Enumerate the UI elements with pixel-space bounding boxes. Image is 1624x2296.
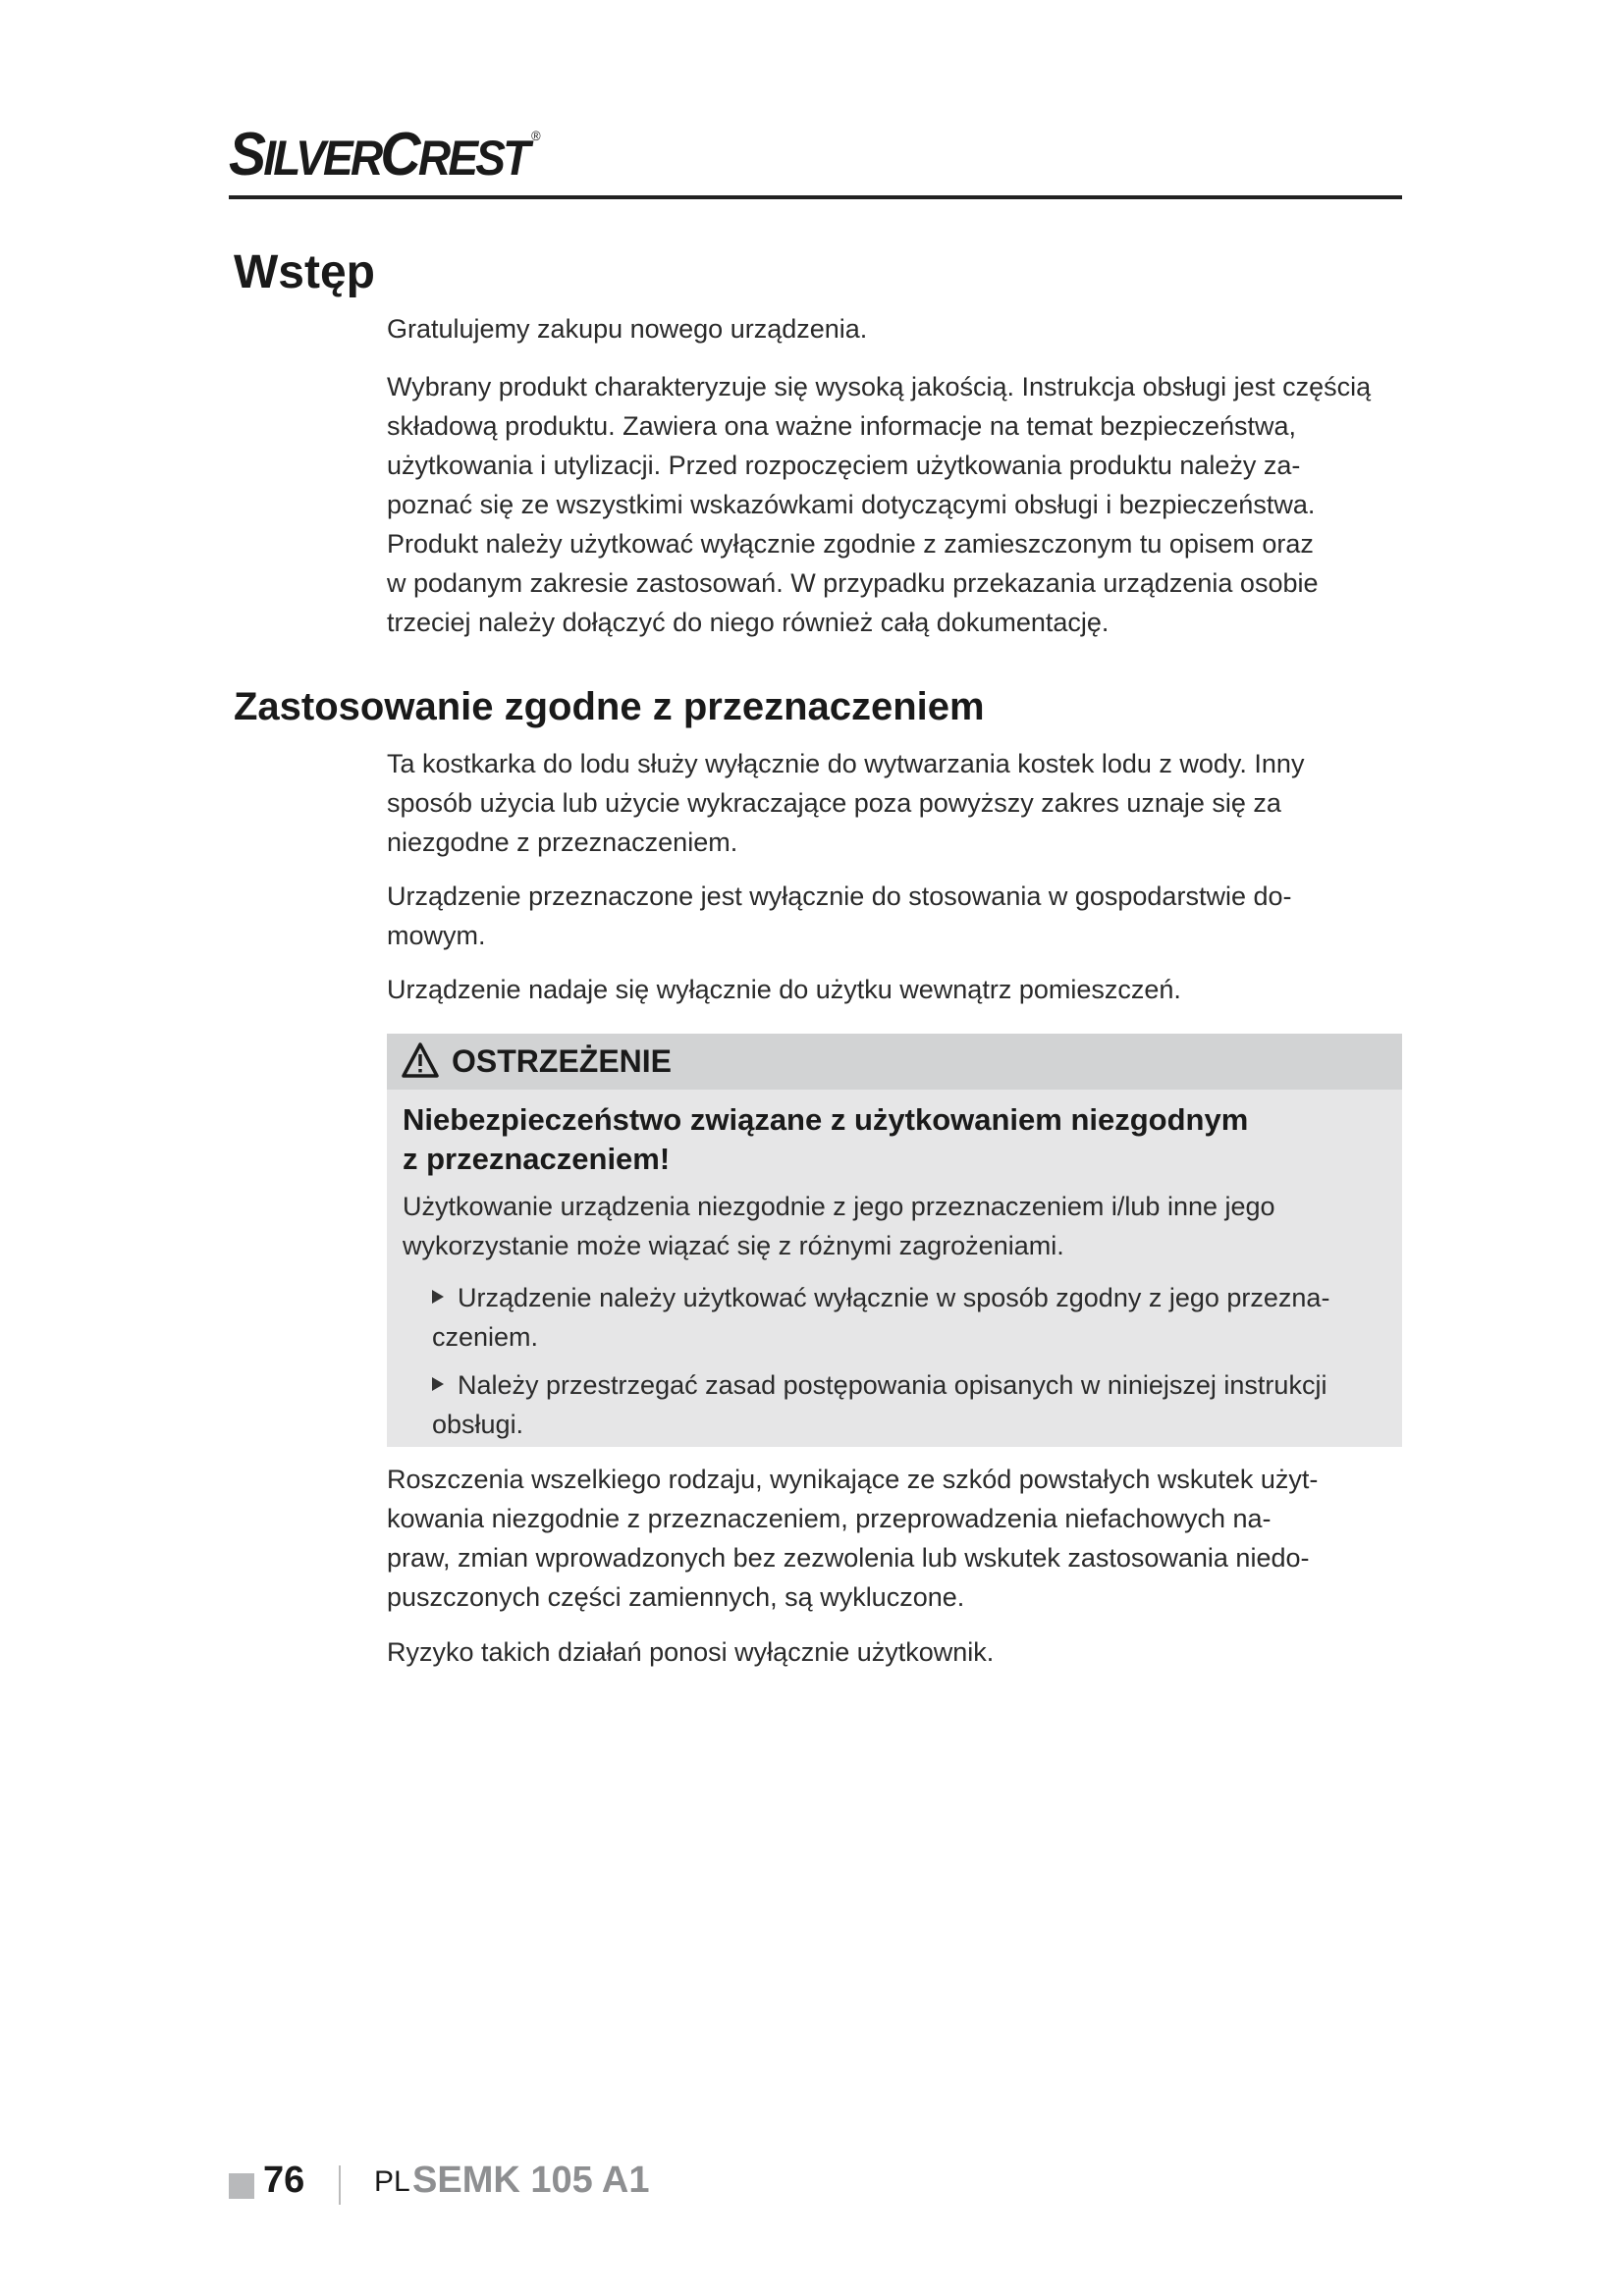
intended-use-paragraph-5 [387,1632,994,1672]
footer-square-marker [229,2173,254,2199]
text-line: wykorzystanie może wiązać się z różnymi zagrożeniami. [403,1231,1064,1260]
registered-mark: ® [531,128,541,143]
footer-language: PL [374,2165,410,2198]
bullet-text [432,1278,1329,1357]
intended-use-paragraph-4 [387,1460,1318,1617]
text-line: Urządzenie nadaje się wyłącznie do użytku wewnątrz pomieszczeń. [387,975,1181,1004]
intended-use-paragraph-2 [387,877,1291,955]
logo-part-silver: SILVER [229,121,381,188]
warning-triangle-icon [401,1041,440,1079]
text-line: Należy przestrzegać zasad postępowania opisanych w niniejszej instrukcji [458,1370,1327,1400]
text-line: użytkowania i utylizacji. Przed rozpoczęciem użytkowania produktu należy za- [387,451,1301,480]
text-line: trzeciej należy dołączyć do niego również całą dokumentację. [387,608,1110,637]
text-line: praw, zmian wprowadzonych bez zezwolenia lub wskutek zastosowania niedo- [387,1543,1310,1573]
text-line: Użytkowanie urządzenia niezgodnie z jego przeznaczeniem i/lub inne jego [403,1192,1275,1221]
section-title-intro: Wstęp [234,246,375,298]
warning-box [387,1034,1402,1447]
warning-label: OSTRZEŻENIE [452,1043,673,1079]
warning-bullet [432,1365,1326,1444]
text-line: w podanym zakresie zastosowań. W przypadku przekazania urządzenia osobie [387,568,1319,598]
text-line: kowania niezgodnie z przeznaczeniem, przeprowadzenia niefachowych na- [387,1504,1272,1533]
text-line: sposób użycia lub użycie wykraczające poza powyższy zakres uznaje się za [387,788,1281,818]
text-line: Urządzenie przeznaczone jest wyłącznie do stosowania w gospodarstwie do- [387,881,1292,911]
warning-body [403,1187,1275,1265]
text-line: Ryzyko takich działań ponosi wyłącznie użytkownik. [387,1637,995,1667]
logo-part-crest: CREST [380,121,528,188]
warning-bullet [432,1278,1329,1357]
text-line: Wybrany produkt charakteryzuje się wysoką jakością. Instrukcja obsługi jest częścią [387,372,1372,401]
footer-model: SEMK 105 A1 [412,2160,650,2201]
header-rule [229,195,1402,199]
text-line: mowym. [387,921,486,950]
text-line: obsługi. [432,1410,524,1439]
section-title-intended-use: Zastosowanie zgodne z przeznaczeniem [234,685,985,728]
intended-use-paragraph-1 [387,744,1304,862]
silvercrest-logo [229,120,541,189]
bullet-text [432,1365,1326,1444]
bullet-arrow-icon [432,1290,444,1304]
intended-use-paragraph-3 [387,970,1181,1009]
intro-paragraph-1 [387,309,867,348]
text-line: czeniem. [432,1322,539,1352]
text-line: Urządzenie należy użytkować wyłącznie w sposób zgodny z jego przezna- [458,1283,1330,1312]
text-line: Gratulujemy zakupu nowego urządzenia. [387,314,868,344]
intro-paragraph-2 [387,367,1371,642]
text-line: puszczonych części zamiennych, są wykluczone. [387,1582,965,1612]
text-line: Roszczenia wszelkiego rodzaju, wynikające ze szkód powstałych wskutek użyt- [387,1465,1319,1494]
text-line: niezgodne z przeznaczeniem. [387,828,738,857]
bullet-arrow-icon [432,1377,444,1391]
text-line: Produkt należy użytkować wyłącznie zgodnie z zamieszczonym tu opisem oraz [387,529,1314,559]
warning-title [403,1100,1248,1179]
text-line: Niebezpieczeństwo związane z użytkowaniem niezgodnym [403,1102,1249,1137]
warning-header [387,1034,1402,1090]
text-line: Ta kostkarka do lodu służy wyłącznie do wytwarzania kostek lodu z wody. Inny [387,749,1305,778]
page-number: 76 [263,2160,305,2201]
footer-divider [339,2165,341,2205]
text-line: z przeznaczeniem! [403,1142,671,1176]
text-line: składową produktu. Zawiera ona ważne informacje na temat bezpieczeństwa, [387,411,1296,441]
text-line: poznać się ze wszystkimi wskazówkami dotyczącymi obsługi i bezpieczeństwa. [387,490,1316,519]
